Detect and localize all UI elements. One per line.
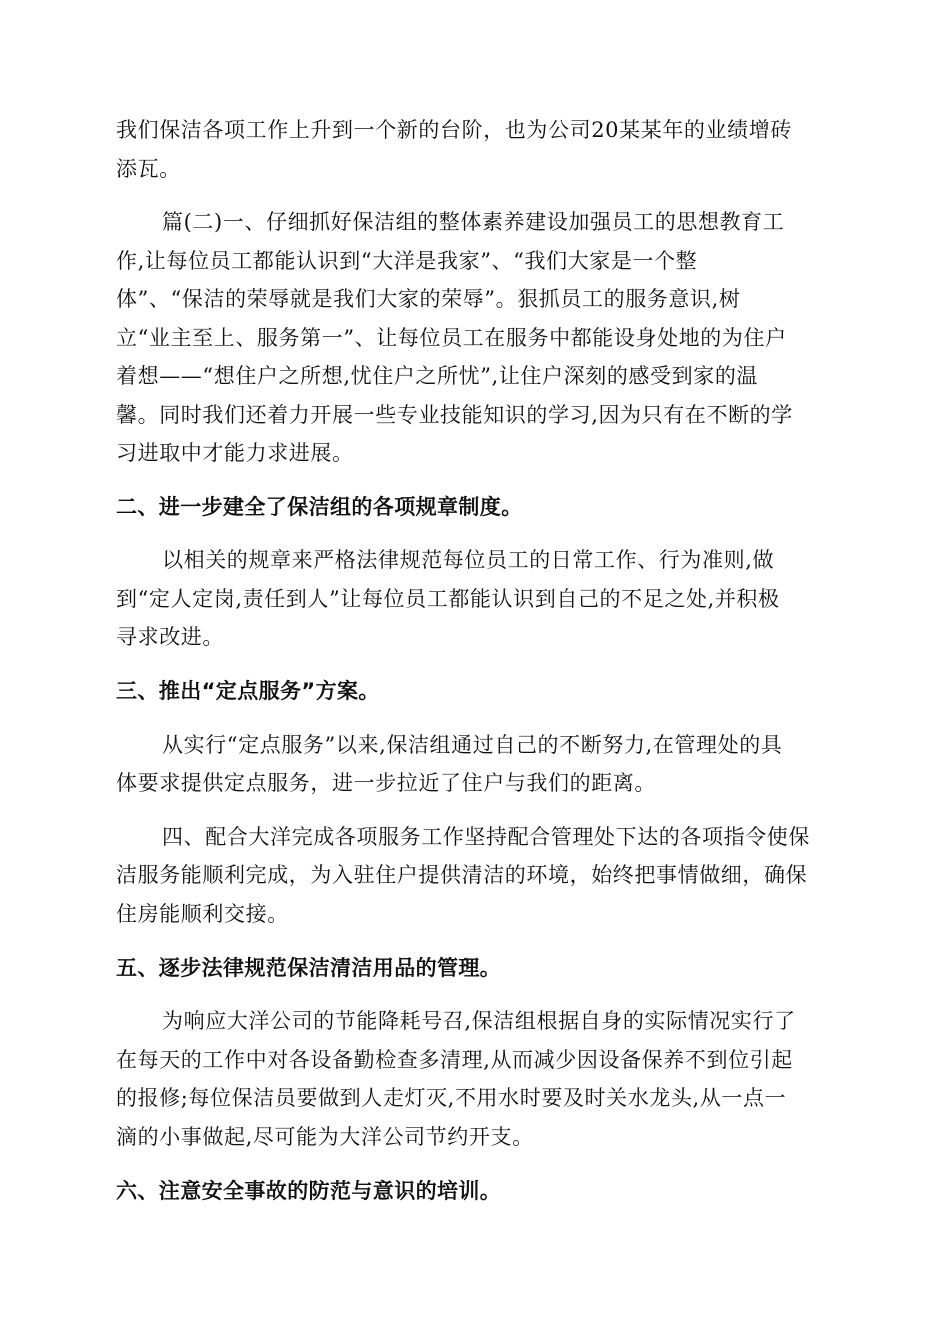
paragraph-line: 四、配合大洋完成各项服务工作坚持配合管理处下达的各项指令使保 [162, 825, 810, 849]
paragraph-line: 在每天的工作中对各设备勤检查多清理,从而减少因设备保养不到位引起 [116, 1048, 793, 1072]
paragraph-line: 添瓦。 [116, 157, 181, 181]
paragraph-line: 从实行“定点服务”以来,保洁组通过自己的不断努力,在管理处的具 [162, 733, 783, 757]
paragraph-line: 立“业主至上、服务第一”、让每位员工在服务中都能设身处地的为住户 [116, 326, 787, 350]
paragraph-line: 寻求改进。 [116, 625, 224, 649]
paragraph-line: 我们保洁各项工作上升到一个新的台阶，也为公司20某某年的业绩增砖 [116, 118, 792, 142]
paragraph-line: 习进取中才能力求进展。 [116, 441, 354, 465]
section-heading: 三、推出“定点服务”方案。 [116, 679, 380, 703]
section-heading: 六、注意安全事故的防范与意识的培训。 [116, 1179, 502, 1203]
paragraph-line: 洁服务能顺利完成，为入驻住户提供清洁的环境，始终把事情做细，确保 [116, 863, 808, 887]
paragraph-line: 着想——“想住户之所想,忧住户之所忧”,让住户深刻的感受到家的温 [116, 364, 759, 388]
paragraph-line: 滴的小事做起,尽可能为大洋公司节约开支。 [116, 1125, 534, 1149]
paragraph-line: 到“定人定岗,责任到人”让每位员工都能认识到自己的不足之处,并积极 [116, 587, 780, 611]
paragraph-line: 体要求提供定点服务，进一步拉近了住户与我们的距离。 [116, 771, 656, 795]
paragraph-line: 住房能顺利交接。 [116, 902, 289, 926]
paragraph-line: 为响应大洋公司的节能降耗号召,保洁组根据自身的实际情况实行了 [162, 1009, 796, 1033]
paragraph-line: 体”、“保洁的荣辱就是我们大家的荣辱”。狠抓员工的服务意识,树 [116, 287, 741, 311]
section-heading: 二、进一步建全了保洁组的各项规章制度。 [116, 495, 523, 519]
paragraph-line: 篇(二)一、仔细抓好保洁组的整体素养建设加强员工的思想教育工 [162, 210, 785, 234]
paragraph-line: 以相关的规章来严格法律规范每位员工的日常工作、行为准则,做 [162, 548, 775, 572]
paragraph-line: 作,让每位员工都能认识到“大洋是我家”、“我们大家是一个整 [116, 249, 698, 273]
section-heading: 五、逐步法律规范保洁清洁用品的管理。 [116, 956, 502, 980]
paragraph-line: 的报修;每位保洁员要做到人走灯灭,不用水时要及时关水龙头,从一点一 [116, 1086, 787, 1110]
paragraph-line: 馨。同时我们还着力开展一些专业技能知识的学习,因为只有在不断的学 [116, 403, 793, 427]
